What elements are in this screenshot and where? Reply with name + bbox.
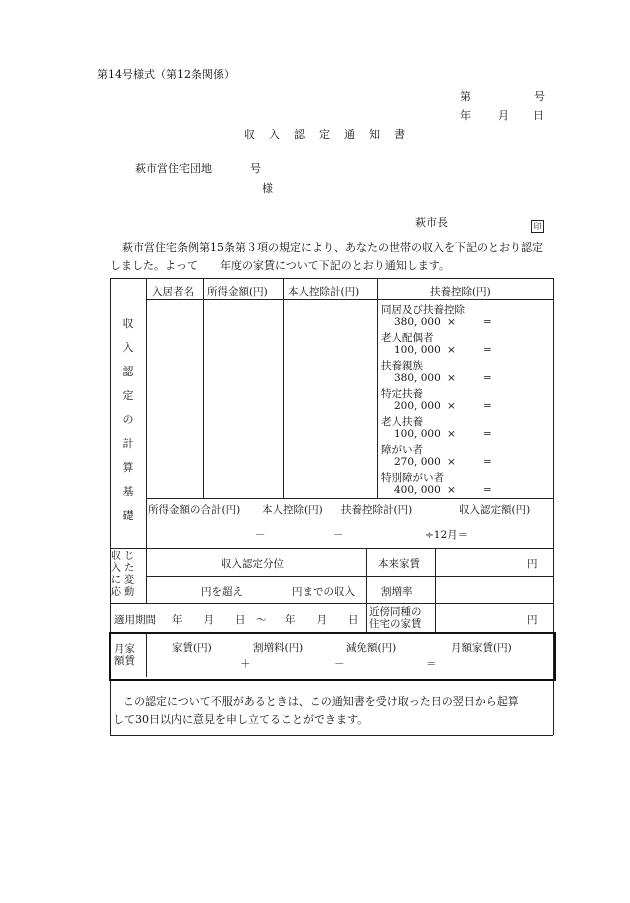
surcharge-rate-label: 割増率	[381, 586, 413, 598]
deduction-label: 老人配偶者	[381, 332, 434, 344]
addressee-address: 萩市営住宅団地	[135, 162, 212, 175]
issuer-mayor: 萩市長	[415, 216, 448, 229]
income-change-label: 収 じ 入 た に 変 応 動	[111, 551, 135, 598]
period-end: 年 月 日	[285, 614, 359, 626]
income-class-label: 収入認定分位	[221, 558, 284, 570]
minus-sign: －	[333, 529, 344, 541]
income-up-to: 円までの収入	[292, 586, 355, 598]
summary-dependent-total: 扶養控除計(円)	[341, 504, 413, 516]
date-day: 日	[533, 109, 544, 122]
minus-sign: －	[255, 529, 266, 541]
col-header-income: 所得金額(円)	[207, 286, 268, 298]
col-header-resident: 入居者名	[152, 286, 194, 298]
doc-number-label: 第	[460, 90, 471, 103]
equals-sign: =	[483, 344, 492, 356]
divide-by-12: ÷12月＝	[425, 529, 469, 541]
period-start: 年 月 日 ～	[172, 614, 267, 626]
deduction-label: 同居及び扶養控除	[381, 304, 465, 316]
deduction-amount: 380, 000	[394, 316, 441, 328]
summary-certified-income: 収入認定額(円)	[459, 504, 531, 516]
addressee-sama: 様	[262, 182, 273, 195]
times-sign: ×	[447, 428, 456, 440]
summary-self-deduction: 本人控除(円)	[262, 504, 323, 516]
nearby-rent-label: 近傍同種の 住宅の家賃	[369, 606, 422, 630]
deduction-amount: 200, 000	[394, 400, 441, 412]
equals-sign: =	[483, 484, 492, 496]
deduction-label: 特別障がい者	[381, 472, 444, 484]
surcharge-header: 割増料(円)	[253, 642, 304, 654]
monthly-rent-header: 月額家賃(円)	[451, 642, 512, 654]
deduction-amount: 100, 000	[394, 344, 441, 356]
deduction-label: 扶養親族	[381, 360, 423, 372]
equals-sign: ＝	[426, 658, 437, 670]
col-header-dependent-deduction: 扶養控除(円)	[430, 286, 491, 298]
deduction-amount: 270, 000	[394, 456, 441, 468]
rent-header: 家賃(円)	[172, 642, 212, 654]
minus-sign: －	[334, 658, 345, 670]
addressee-go: 号	[250, 162, 261, 175]
base-rent-yen: 円	[527, 558, 538, 570]
base-rent-label: 本来家賃	[378, 558, 420, 570]
equals-sign: =	[483, 372, 492, 384]
seal-mark: 印	[531, 214, 544, 233]
equals-sign: =	[483, 456, 492, 468]
monthly-rent-label: 月家 額賃	[114, 643, 135, 667]
equals-sign: =	[483, 428, 492, 440]
col-header-self-deduction: 本人控除計(円)	[288, 286, 360, 298]
summary-total-income: 所得金額の合計(円)	[148, 504, 241, 516]
times-sign: ×	[447, 316, 456, 328]
deduction-amount: 380, 000	[394, 372, 441, 384]
deduction-label: 老人扶養	[381, 416, 423, 428]
body-text-line2: しました。よって 年度の家賃について下記のとおり通知します。	[110, 259, 450, 272]
deduction-label: 特定扶養	[381, 388, 423, 400]
reduction-header: 減免額(円)	[346, 642, 397, 654]
income-exceed: 円を超え	[201, 586, 243, 598]
equals-sign: =	[483, 400, 492, 412]
times-sign: ×	[447, 400, 456, 412]
body-text-line1: 萩市営住宅条例第15条第３項の規定により、あなたの世帯の収入を下記のとおり認定	[122, 241, 543, 254]
equals-sign: =	[483, 316, 492, 328]
deduction-amount: 400, 000	[394, 484, 441, 496]
notice-line1: この認定について不服があるときは、この通知書を受け取った日の翌日から起算	[123, 695, 519, 708]
times-sign: ×	[447, 484, 456, 496]
document-title: 収入認定通知書	[244, 128, 419, 141]
notice-line2: して30日以内に意見を申し立てることができます。	[113, 713, 369, 726]
deduction-amount: 100, 000	[394, 428, 441, 440]
plus-sign: ＋	[240, 658, 251, 670]
period-label: 適用期間	[114, 614, 156, 626]
times-sign: ×	[447, 456, 456, 468]
doc-number-suffix: 号	[534, 90, 545, 103]
times-sign: ×	[447, 344, 456, 356]
times-sign: ×	[447, 372, 456, 384]
deduction-label: 障がい者	[381, 444, 423, 456]
form-number: 第14号様式（第12条関係）	[97, 68, 235, 81]
date-month: 月	[498, 109, 509, 122]
nearby-rent-yen: 円	[527, 614, 538, 626]
date-year: 年	[460, 109, 471, 122]
